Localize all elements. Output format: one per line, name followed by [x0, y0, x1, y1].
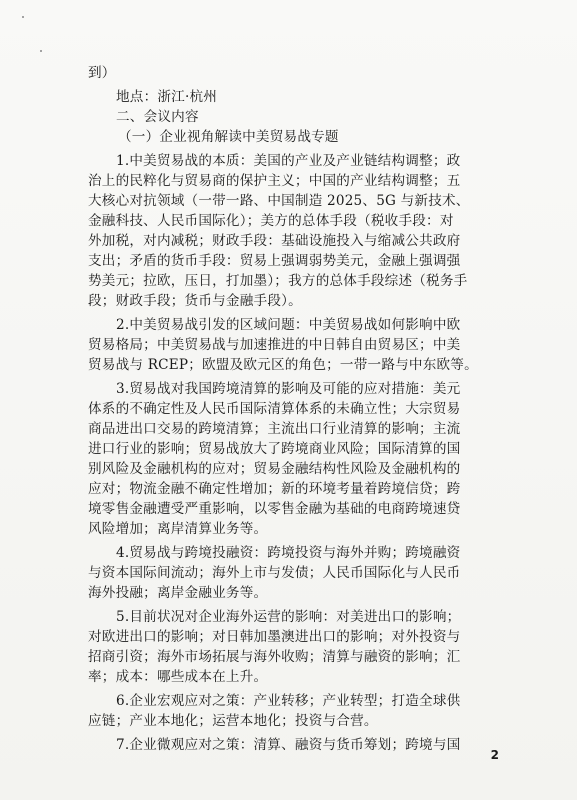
paragraph-line: 势美元；拉欧，压日，打加墨）；我方的总体手段综述（税务手: [88, 273, 468, 289]
paragraph-line: 体系的不确定性及人民币国际清算体系的未确立性；大宗贸易: [88, 401, 461, 417]
paragraph-line: 治上的民粹化与贸易商的保护主义；中国的产业结构调整；五: [88, 173, 461, 189]
scan-speck: [22, 16, 24, 18]
subsection-heading: （一）企业视角解读中美贸易战专题: [118, 129, 339, 145]
paragraph-line: 率；成本：哪些成本在上升。: [88, 669, 268, 685]
paragraph-line: 商品进出口交易的跨境清算；主流出口行业清算的影响；主流: [88, 421, 461, 437]
paragraph-line: 风险增加；离岸清算业务等。: [88, 521, 268, 537]
paragraph-line: 5.目前状况对企业海外运营的影响：对美进出口的影响；: [116, 609, 461, 625]
paragraph-line: 外加税，对内减税；财政手段：基础设施投入与缩减公共政府: [88, 233, 461, 249]
paragraph-line: 7.企业微观应对之策：清算、融资与货币筹划；跨境与国: [116, 737, 461, 753]
meeting-location: 地点：浙江·杭州: [116, 89, 218, 105]
paragraph-line: 贸易格局；中美贸易战与加速推进的中日韩自由贸易区；中美: [88, 337, 461, 353]
paragraph-line: 贸易战与 RCEP；欧盟及欧元区的角色；一带一路与中东欧等。: [88, 357, 478, 373]
paragraph-line: 与资本国际间流动；海外上市与发债；人民币国际化与人民币: [88, 565, 461, 581]
paragraph-line: 海外投融；离岸金融业务等。: [88, 585, 268, 601]
paragraph-line: 2.中美贸易战引发的区域问题：中美贸易战如何影响中欧: [116, 317, 461, 333]
paragraph-line: 别风险及金融机构的应对；贸易金融结构性风险及金融机构的: [88, 461, 461, 477]
text-line: 到）: [88, 65, 116, 81]
paragraph-line: 支出；矛盾的货币手段：贸易上强调弱势美元，金融上强调强: [88, 253, 461, 269]
paragraph-line: 境零售金融遭受严重影响，以零售金融为基础的电商跨境速贷: [88, 501, 461, 517]
paragraph-line: 招商引资；海外市场拓展与海外收购；清算与融资的影响；汇: [88, 649, 461, 665]
paragraph-line: 应对；物流金融不确定性增加；新的环境考量着跨境信贷；跨: [88, 481, 461, 497]
paragraph-line: 大核心对抗领域（一带一路、中国制造 2025、5G 与新技术、: [88, 193, 470, 209]
paragraph-line: 进口行业的影响；贸易战放大了跨境商业风险；国际清算的国: [88, 441, 461, 457]
paragraph-line: 1.中美贸易战的本质：美国的产业及产业链结构调整；政: [116, 153, 461, 169]
scan-speck: [40, 50, 42, 52]
paragraph-line: 6.企业宏观应对之策：产业转移；产业转型；打造全球供: [116, 693, 461, 709]
paragraph-line: 段；财政手段；货币与金融手段）。: [88, 293, 302, 309]
section-heading: 二、会议内容: [116, 109, 199, 125]
page-number: 2: [490, 748, 499, 762]
paragraph-line: 3.贸易战对我国跨境清算的影响及可能的应对措施：美元: [116, 381, 461, 397]
paragraph-line: 金融科技、人民币国际化）；美方的总体手段（税收手段：对: [88, 213, 454, 229]
paragraph-line: 4.贸易战与跨境投融资：跨境投资与海外并购；跨境融资: [116, 545, 461, 561]
paragraph-line: 对欧进出口的影响；对日韩加墨澳进出口的影响；对外投资与: [88, 629, 461, 645]
paragraph-line: 应链；产业本地化；运营本地化；投资与合营。: [88, 713, 378, 729]
